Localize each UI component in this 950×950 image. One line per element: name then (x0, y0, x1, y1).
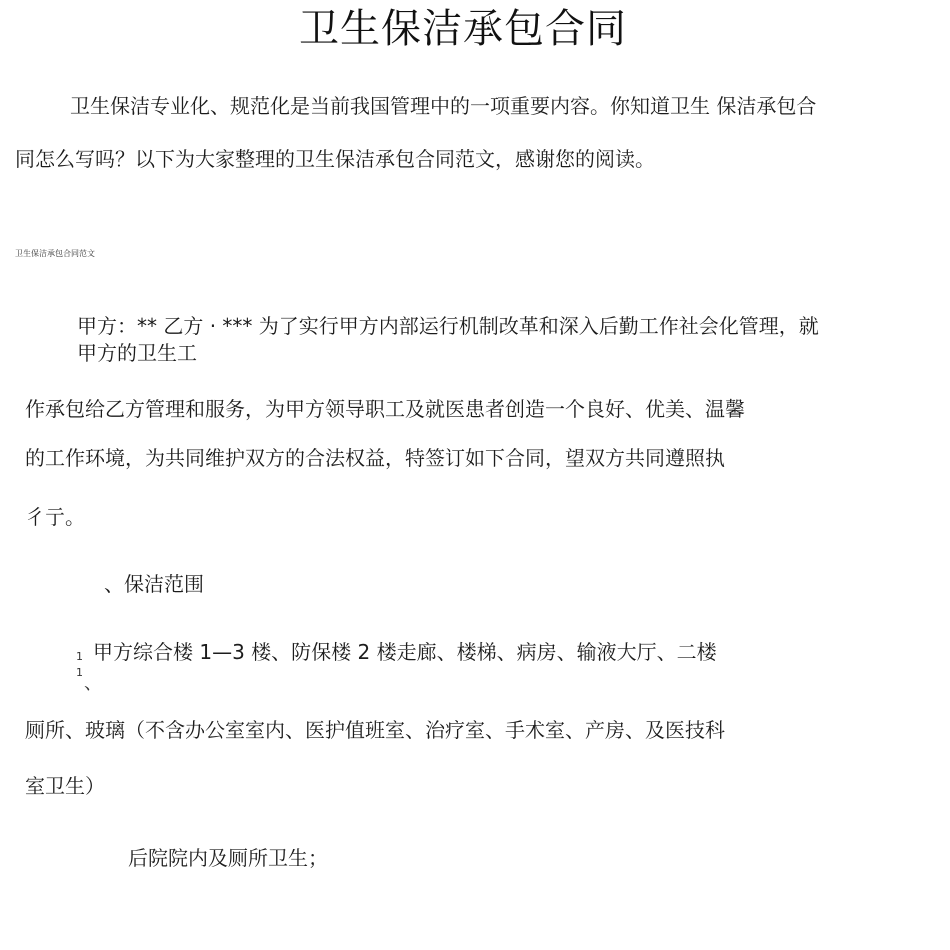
document-title: 卫生保洁承包合同 (299, 6, 627, 52)
parties-line-1: 甲方：** 乙方 · *** 为了实行甲方内部运行机制改革和深入后勤工作社会化管理，就 (77, 314, 819, 338)
small-caption: 卫生保洁承包合同范文 (15, 249, 95, 258)
item-1-line-3: 室卫生） (25, 774, 105, 798)
item-marker-comma: 、 (84, 673, 102, 694)
parties-line-2: 甲方的卫生工 (77, 341, 197, 365)
intro-line-1: 卫生保洁专业化、规范化是当前我国管理中的一项重要内容。你知道卫生 保洁承包合 (70, 94, 817, 118)
item-marker-top: 1 (76, 650, 83, 663)
item-1-line-2: 厕所、玻璃（不含办公室室内、医护值班室、治疗室、手术室、产房、及医技科 (25, 718, 725, 742)
intro-line-2: 同怎么写吗？以下为大家整理的卫生保洁承包合同范文，感谢您的阅读。 (15, 147, 655, 171)
item-marker-bottom: 1 (76, 666, 83, 679)
body-line-3: 彳亍。 (25, 505, 85, 529)
body-line-1: 作承包给乙方管理和服务，为甲方领导职工及就医患者创造一个良好、优美、温馨 (25, 397, 745, 421)
item-2-line-1: 后院院内及厕所卫生； (128, 846, 328, 870)
body-line-2: 的工作环境，为共同维护双方的合法权益，特签订如下合同，望双方共同遵照执 (25, 446, 725, 470)
item-1-line-1: 甲方综合楼 1—3 楼、防保楼 2 楼走廊、楼梯、病房、输液大厅、二楼 (93, 640, 717, 664)
section-heading: 、保洁范围 (104, 572, 204, 596)
